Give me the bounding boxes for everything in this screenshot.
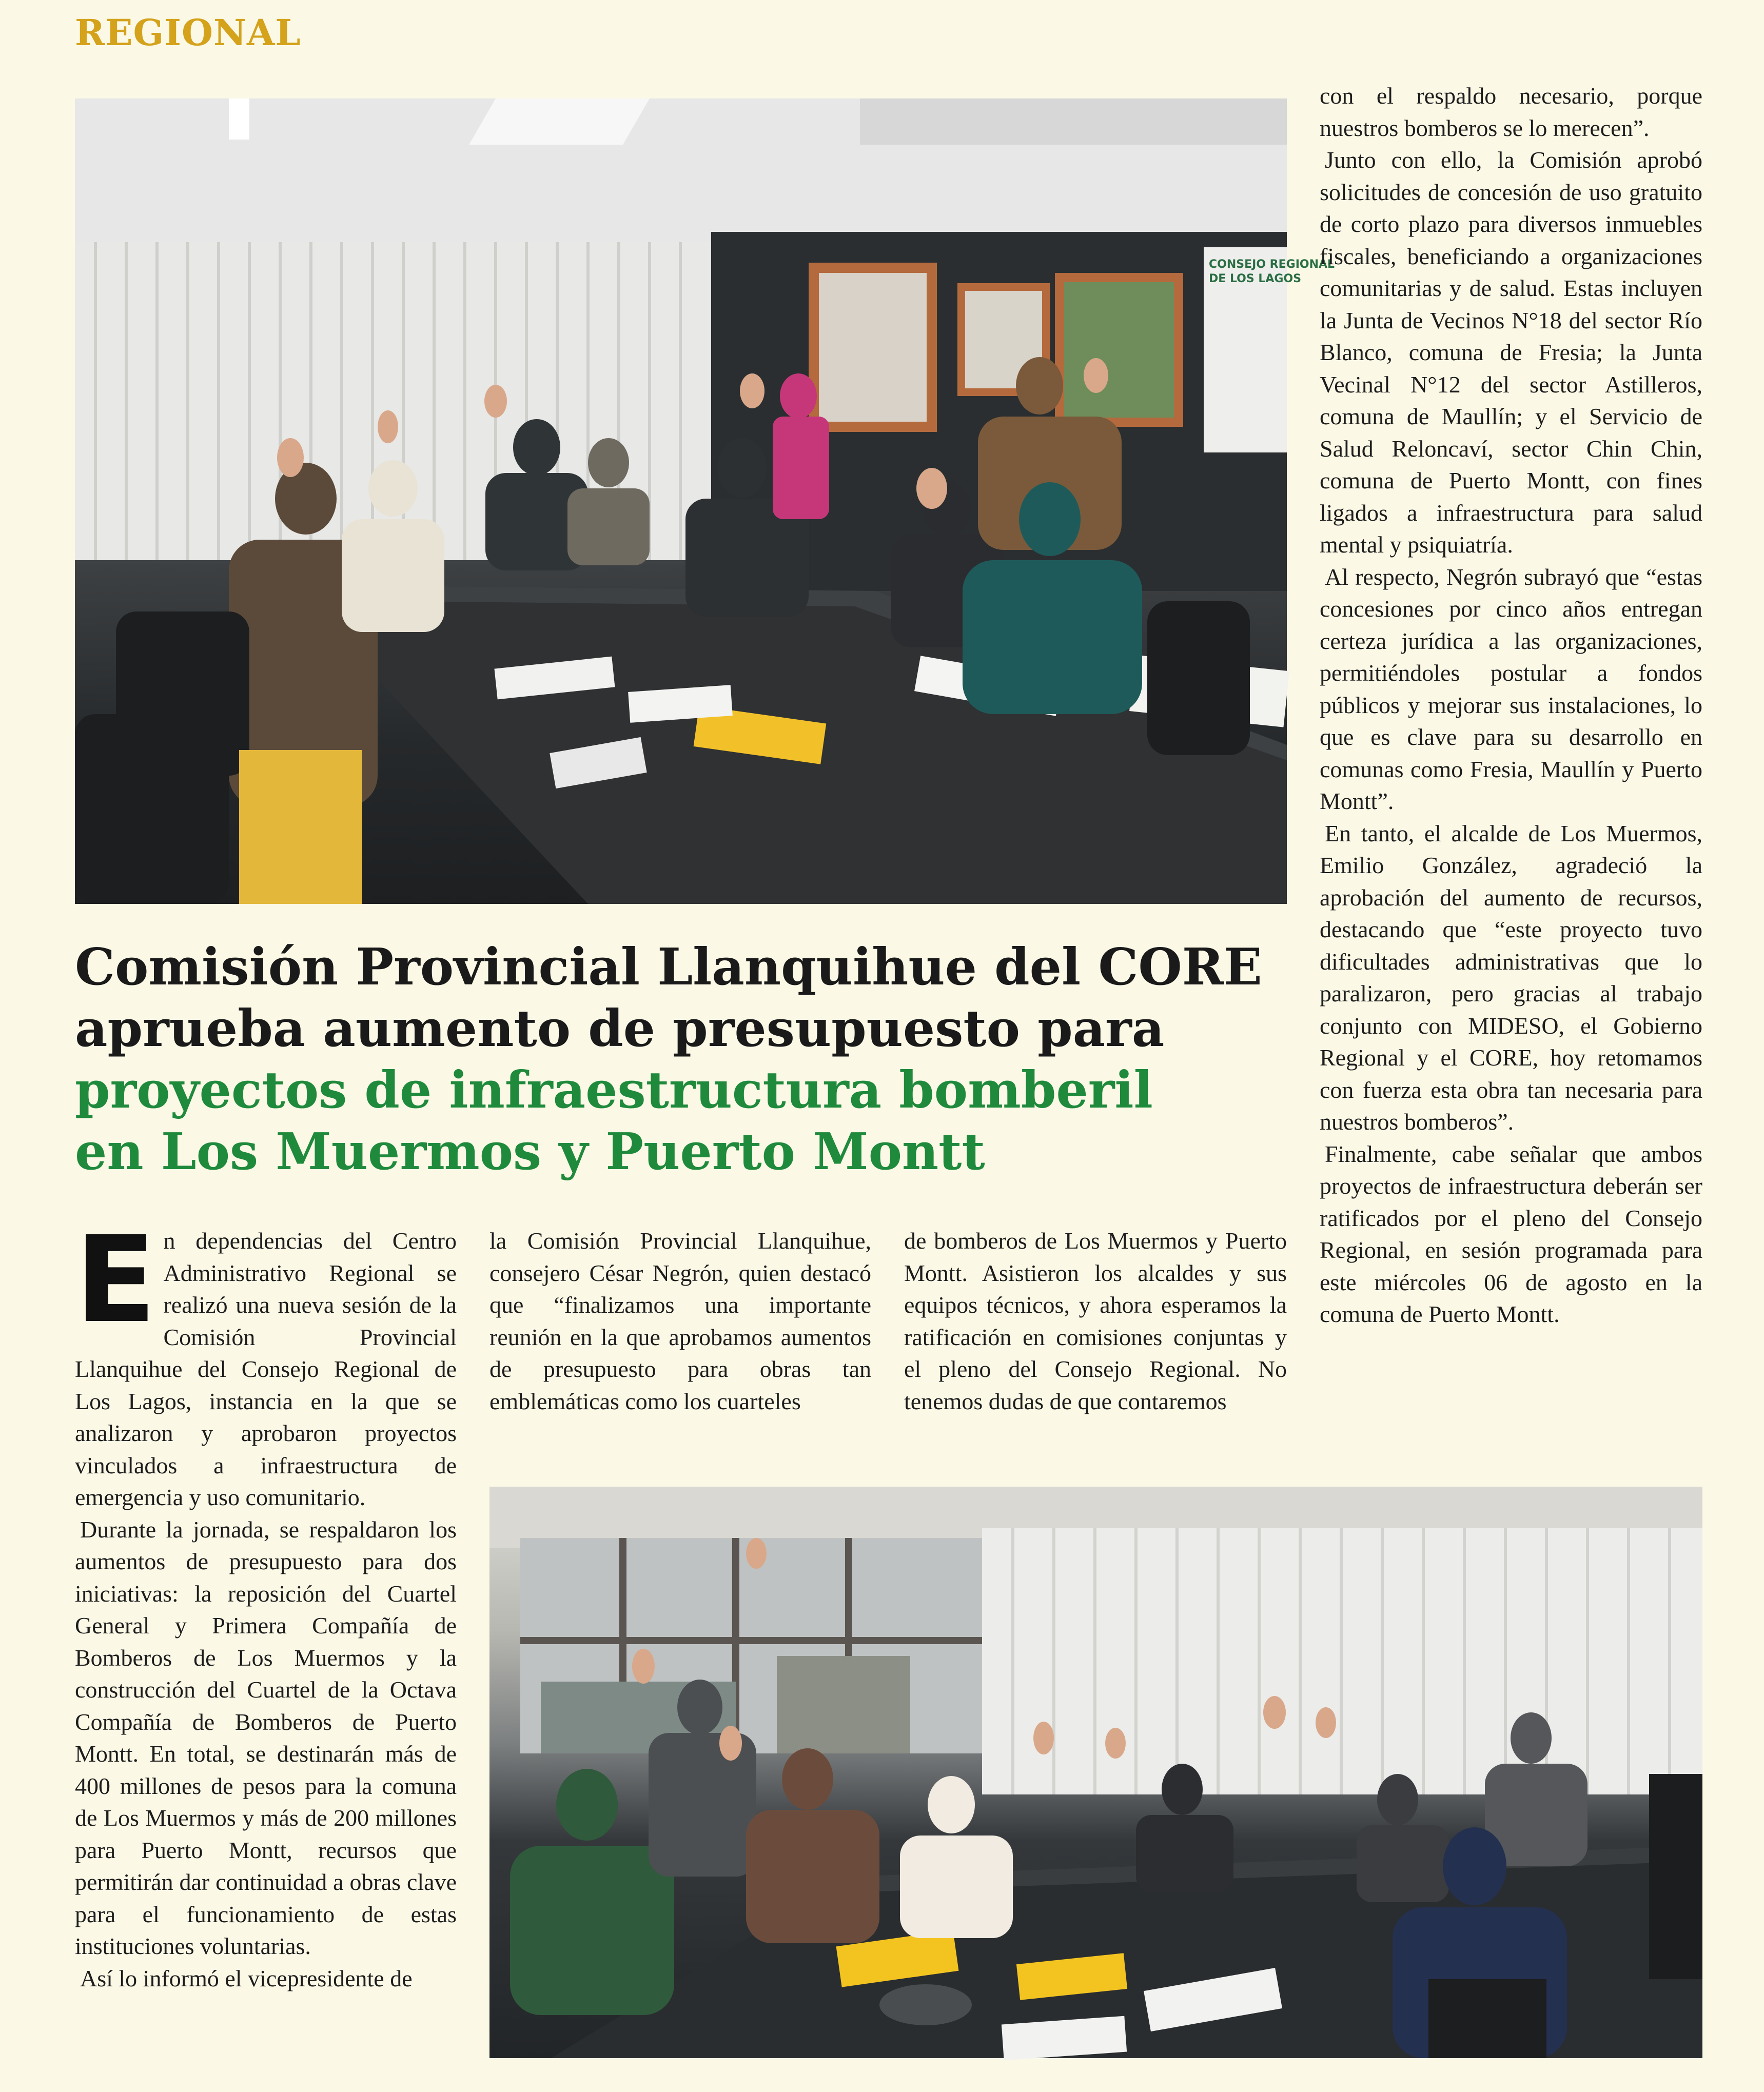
headline-line-3: proyectos de infraestructura bomberil: [75, 1061, 1153, 1120]
headline-line-2: aprueba aumento de presupuesto para: [75, 999, 1165, 1058]
paragraph-5: Al respecto, Negrón subrayó que “estas concesiones por cinco años entregan certeza jurídica a las organizaciones, permitiéndoles postular a fondos públicos y mejorar sus instalaciones, lo que es clave para su desarrollo en comunas como Fresia, Maullín y Puerto Montt”.: [1320, 563, 1702, 814]
paragraph-4: Junto con ello, la Comisión aprobó solicitudes de concesión de uso gratuito de corto plazo para diversos inmuebles fiscales, beneficiando a organizaciones comunitarias y de salud. Estas incluyen la Junta de Vecinos N°18 del sector Río Blanco, comuna de Fresia; la Junta Vecinal N°12 del sector Astilleros, comuna de Maullín; y el Servicio de Salud Reloncaví, sector Chin Chin, comuna de Puerto Montt, con fines ligados a infraestructura para salud mental y psiquiatría.: [1320, 147, 1702, 558]
paragraph-3-cont-a: la Comisión Provincial Llanquihue, consejero César Negrón, quien destacó que “finalizamos una importante reunión en la que aprobamos aumentos de presupuesto para obras tan emblemáticas como los cuarteles: [489, 1228, 871, 1414]
poster-line2: DE LOS LAGOS: [1209, 272, 1302, 285]
paragraph-7: Finalmente, cabe señalar que ambos proyectos de infraestructura deberán ser ratificados por el pleno del Consejo Regional, en sesión programada para este miércoles 06 de agosto en la comuna de Puerto Montt.: [1320, 1140, 1702, 1327]
article-headline: [75, 937, 1286, 1183]
section-label: REGIONAL: [75, 11, 301, 54]
paragraph-6: En tanto, el alcalde de Los Muermos, Emilio González, agradeció la aprobación del aumento de recursos, destacando que “este proyecto tuvo dificultades administrativas que lo paralizaron, pero gracias al trabajo conjunto con MIDESO, el Gobierno Regional y el CORE, hoy retomamos con fuerza esta obra tan necesaria para nuestros bomberos”.: [1320, 820, 1702, 1135]
meeting-photo-top: [75, 98, 1335, 904]
headline-line-1: Comisión Provincial Llanquihue del CORE: [75, 938, 1262, 997]
paragraph-1-text: n dependencias del Centro Administrativo Regional se realizó una nueva sesión de la Comisión Provincial Llanquihue del Consejo Regional de Los Lagos, instancia en la que se analizaron y aprobaron proyectos vinculados a infraestructura de emergencia y uso comunitario.: [75, 1228, 457, 1510]
paragraph-2: Durante la jornada, se respaldaron los aumentos de presupuesto para dos iniciativas: la reposición del Cuartel General y Primera Compañía de Bomberos de Los Muermos y la construcción del Cuartel de la Octava Compañía de Bomberos de Puerto Montt. En total, se destinarán más de 400 millones de pesos para la comuna de Los Muermos y más de 200 millones para Puerto Montt, recursos que permitirán dar continuidad a obras clave para el funcionamiento de estas instituciones voluntarias.: [75, 1516, 457, 1959]
article-column-4: [1320, 80, 1702, 1331]
paragraph-1: [75, 1211, 457, 1514]
article-column-3: [904, 1225, 1287, 1417]
paragraph-3-start: Así lo informó el vicepresidente de: [80, 1965, 413, 1991]
paragraph-3-end: con el respaldo necesario, porque nuestros bomberos se lo merecen”.: [1320, 83, 1702, 141]
meeting-photo-bottom: [489, 1487, 1702, 2058]
paragraph-3-cont-b: de bomberos de Los Muermos y Puerto Montt. Asistieron los alcaldes y sus equipos técnicos, y ahora esperamos la ratificación en comisiones conjuntas y el pleno del Consejo Regional. No tenemos dudas de que contaremos: [904, 1228, 1287, 1414]
article-column-2: [489, 1225, 871, 1417]
headline-line-4: en Los Muermos y Puerto Montt: [75, 1122, 985, 1181]
article-column-1: [75, 1211, 457, 1995]
poster-line1: CONSEJO REGIONAL: [1209, 258, 1335, 271]
dropcap: E: [75, 1211, 156, 1349]
